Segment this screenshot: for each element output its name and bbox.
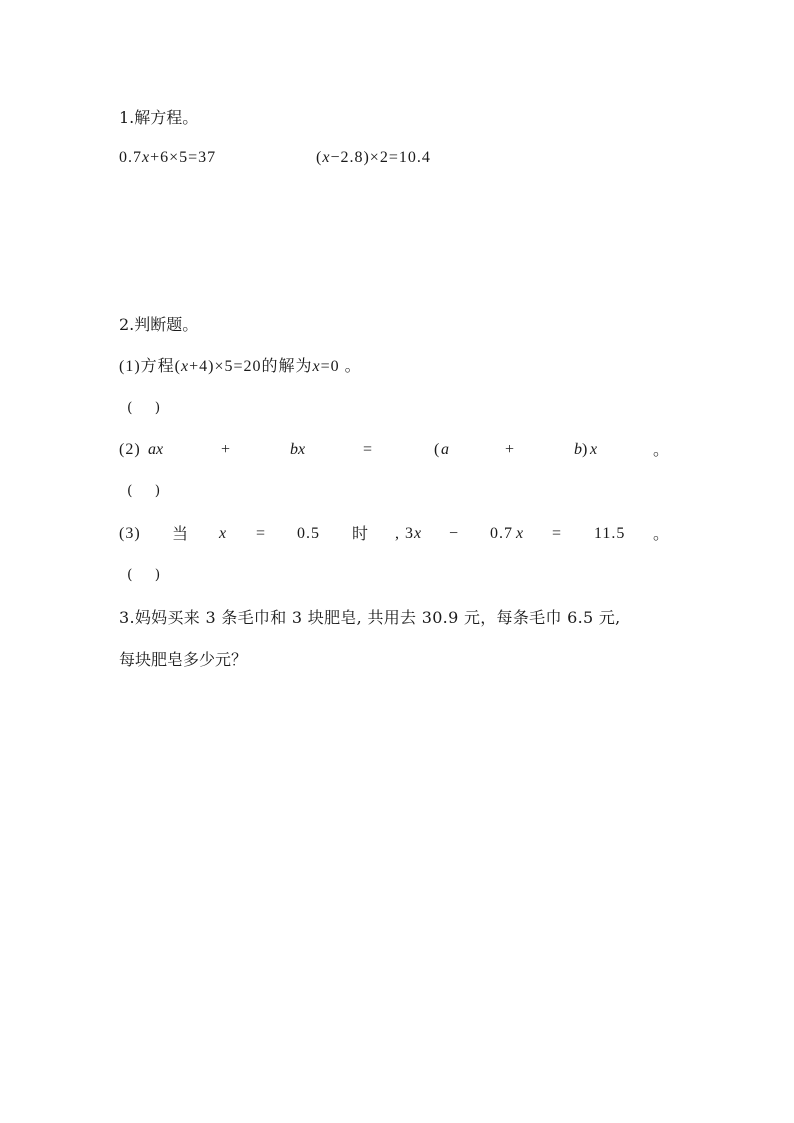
q2-item2-a: a <box>441 441 449 458</box>
q2-item3-x3: x <box>516 525 524 542</box>
q2-title: 2.判断题。 <box>119 315 199 334</box>
q1-equation-1 <box>119 147 216 169</box>
q2-item3-dang: 当 <box>172 524 189 543</box>
q2-answer-blank-1[interactable]: ( ) <box>127 400 161 416</box>
q3-line-2: 每块肥皂多少元？ <box>119 650 248 669</box>
q2-item1-var1: x <box>181 358 190 375</box>
q2-item3-x: x <box>219 525 227 542</box>
q2-item2-plus2: + <box>505 441 516 458</box>
q2-answer-blank-3[interactable]: ( ) <box>127 567 161 583</box>
q1-equation-2 <box>316 147 431 169</box>
q1-eq2-rest: −2.8)×2=10.4 <box>330 149 431 166</box>
q2-item3-shi: 时 <box>352 524 369 543</box>
q2-item2-x: x <box>590 441 598 458</box>
q2-item2-plus: + <box>221 441 232 458</box>
q2-item2-close: ) <box>582 441 589 458</box>
q2-item3-comma: , <box>395 525 400 542</box>
q1-eq1-coef: 0.7 <box>119 149 142 166</box>
q2-item1-var2: x <box>312 358 321 375</box>
q2-item3-num: (3) <box>119 525 141 542</box>
q2-item3-eq: = <box>256 525 267 542</box>
q2-item1-mid: +4)×5=20的解为 <box>189 358 313 375</box>
q2-item2-open: ( <box>434 441 441 458</box>
q2-item2-ax: ax <box>148 441 164 458</box>
q2-item3-val: 0.5 <box>297 525 320 542</box>
q2-item3-eq2: = <box>552 525 563 542</box>
q2-item2-eq: = <box>363 441 374 458</box>
q2-item3-period: 。 <box>653 524 670 543</box>
q2-answer-blank-2[interactable]: ( ) <box>127 483 161 499</box>
q2-item2-period: 。 <box>653 440 670 459</box>
q3-line-1: 3.妈妈买来 3 条毛巾和 3 块肥皂, 共用去 30.9 元，每条毛巾 6.5 元, <box>119 608 621 627</box>
q2-item-1 <box>119 356 362 378</box>
q2-item3-three: 3 <box>405 525 414 542</box>
q2-item3-minus: − <box>449 525 460 542</box>
q1-eq1-rest: +6×5=37 <box>150 149 217 166</box>
q2-item2-num: (2) <box>119 441 141 458</box>
q2-item3-res: 11.5 <box>594 525 626 542</box>
q2-item3-coef: 0.7 <box>490 525 513 542</box>
q1-eq1-var: x <box>142 149 151 166</box>
q2-item3-x2: x <box>414 525 422 542</box>
q2-item1-suffix: =0 。 <box>320 358 362 375</box>
q1-title: 1.解方程。 <box>119 108 199 127</box>
q1-eq2-var: x <box>322 149 331 166</box>
q2-item2-bx: bx <box>290 441 306 458</box>
q2-item1-prefix: (1)方程( <box>119 358 181 375</box>
q1-eq2-open: ( <box>316 149 323 166</box>
q2-item2-b: b <box>574 441 582 458</box>
